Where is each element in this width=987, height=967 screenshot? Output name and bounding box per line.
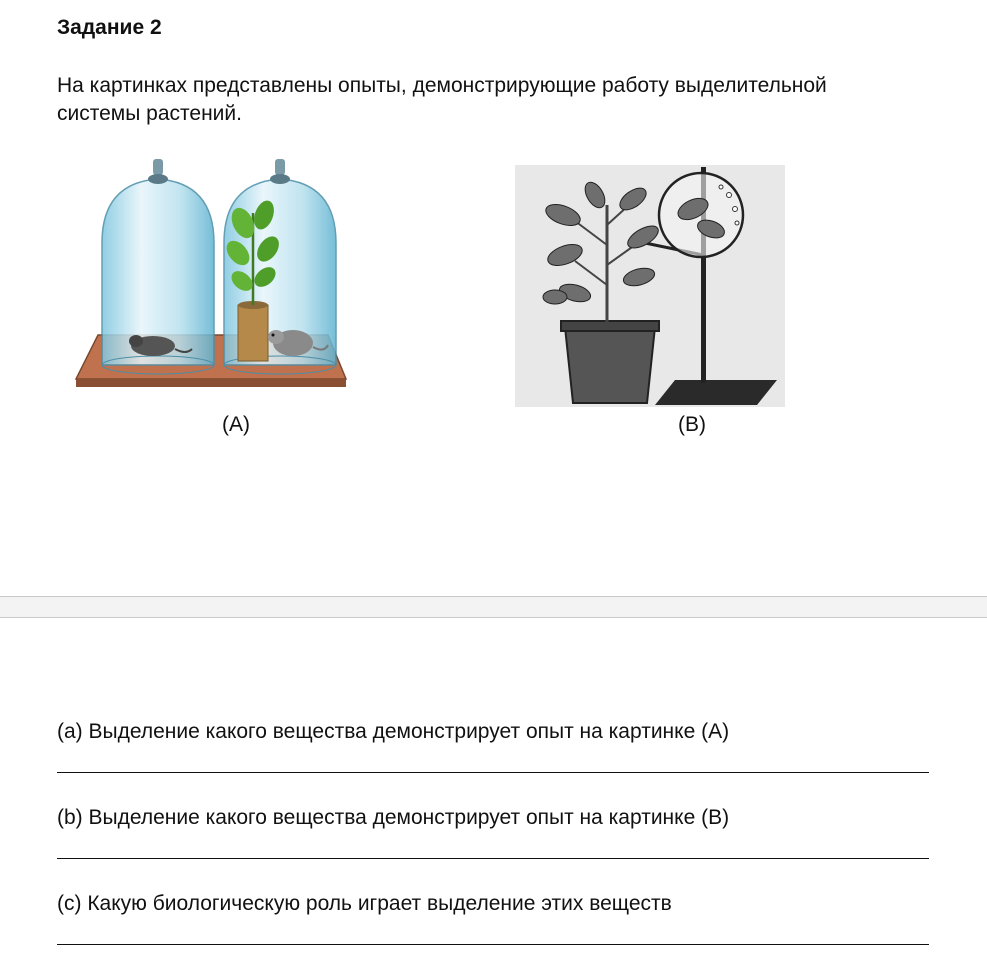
answer-line-b[interactable] — [57, 858, 929, 859]
figure-b-illustration — [515, 165, 785, 407]
answer-line-c[interactable] — [57, 944, 929, 945]
figure-b-caption: (B) — [678, 413, 706, 436]
figure-a-caption: (A) — [222, 413, 250, 436]
question-c: (c) Какую биологическую роль играет выделение этих веществ — [57, 892, 672, 915]
task-title: Задание 2 — [57, 16, 162, 39]
question-b: (b) Выделение какого вещества демонстрирует опыт на картинке (B) — [57, 806, 730, 829]
figure-a-illustration — [58, 153, 366, 409]
task-intro: На картинках представлены опыты, демонстрирующие работу выделительной системы растений. — [57, 74, 827, 125]
question-a: (a) Выделение какого вещества демонстрирует опыт на картинке (A) — [57, 720, 730, 743]
answer-line-a[interactable] — [57, 772, 929, 773]
section-separator — [0, 596, 987, 618]
